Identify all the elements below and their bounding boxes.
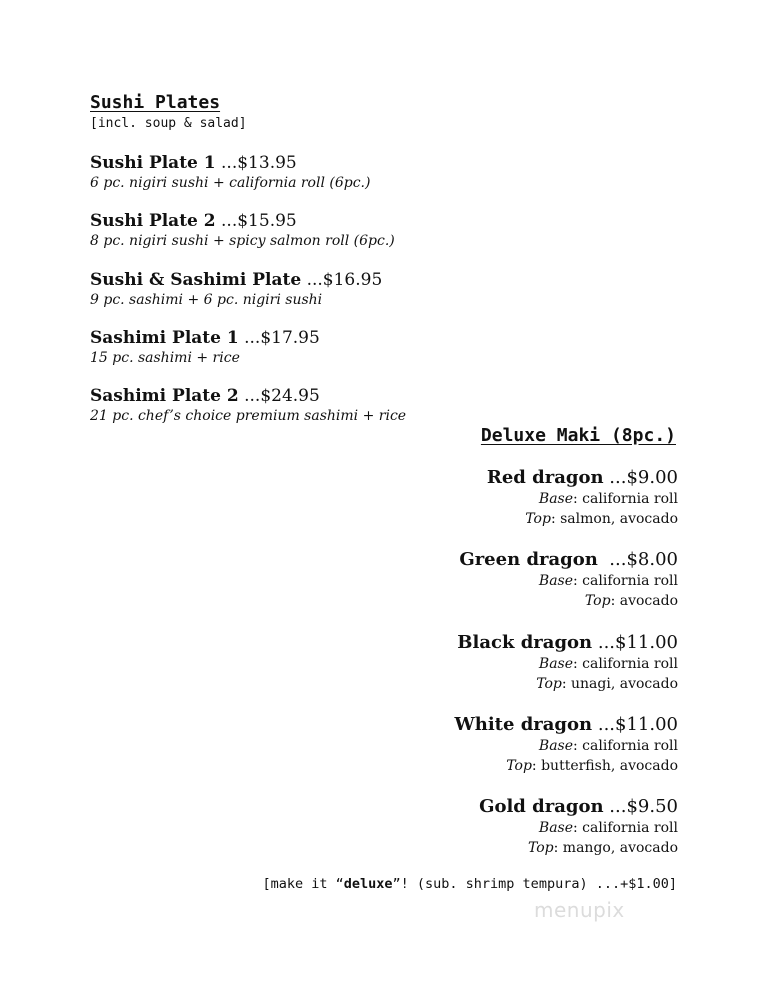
top-value: : unagi, avocado (561, 676, 678, 692)
base-value: : california roll (573, 656, 678, 672)
top-label: Top (525, 511, 551, 527)
top-value: : butterfish, avocado (531, 758, 678, 774)
item-price: ...$17.95 (238, 328, 320, 348)
top-label: Top (584, 593, 611, 609)
item-description: 8 pc. nigiri sushi + spicy salmon roll (6pc.) (90, 233, 395, 249)
item-name: Gold dragon (479, 796, 604, 817)
top-label: Top (527, 840, 554, 856)
menu-item-red-dragon (487, 466, 678, 529)
base-label: Base (538, 491, 574, 507)
menupix-watermark: menupix (534, 898, 625, 922)
item-price: ...$11.00 (592, 714, 678, 735)
base-label: Base (538, 656, 574, 672)
base-value: : california roll (573, 738, 678, 754)
base-value: : california roll (573, 491, 678, 507)
item-top (479, 838, 678, 858)
menu-item-white-dragon (455, 713, 678, 776)
item-description: 9 pc. sashimi + 6 pc. nigiri sushi (90, 292, 323, 308)
item-base (479, 818, 678, 838)
item-price: ...$24.95 (238, 386, 320, 406)
base-value: : california roll (573, 820, 678, 836)
item-description: 15 pc. sashimi + rice (90, 350, 240, 366)
item-price: ...$15.95 (215, 211, 297, 231)
item-top (459, 591, 678, 611)
menu-item-sushi-plate-2 (90, 210, 395, 250)
item-name: Sashimi Plate 2 (90, 386, 239, 406)
top-label: Top (506, 758, 532, 774)
item-name: Sushi & Sashimi Plate (90, 270, 302, 290)
deluxe-maki-title: Deluxe Maki (8pc.) (480, 425, 676, 446)
item-base (455, 736, 678, 756)
base-label: Base (538, 738, 574, 754)
item-top (487, 509, 678, 529)
item-name: White dragon (454, 714, 593, 735)
item-name: Black dragon (457, 632, 593, 653)
menu-item-sashimi-plate-1 (90, 327, 320, 367)
sushi-plates-title: Sushi Plates (90, 92, 221, 113)
menu-item-sushi-sashimi-plate (90, 269, 382, 309)
item-top (455, 756, 678, 776)
item-description: 21 pc. chef’s choice premium sashimi + rice (90, 408, 407, 424)
item-price: ...$13.95 (215, 153, 297, 173)
top-value: : avocado (610, 593, 678, 609)
top-value: : mango, avocado (553, 840, 678, 856)
item-name: Red dragon (486, 467, 604, 488)
top-label: Top (536, 676, 562, 692)
item-description: 6 pc. nigiri sushi + california roll (6pc.) (90, 175, 371, 191)
item-top (457, 674, 678, 694)
menu-item-sushi-plate-1 (90, 152, 370, 192)
menu-item-green-dragon (459, 548, 678, 611)
item-base (459, 571, 678, 591)
note-bold: deluxe (343, 876, 393, 892)
base-label: Base (538, 820, 574, 836)
menu-item-black-dragon (457, 631, 678, 694)
item-name: Sushi Plate 2 (90, 211, 216, 231)
base-label: Base (538, 573, 574, 589)
menu-item-sashimi-plate-2 (90, 385, 406, 425)
item-price: ...$16.95 (301, 270, 383, 290)
item-name: Green dragon (459, 549, 598, 570)
base-value: : california roll (573, 573, 678, 589)
item-price: ...$8.00 (597, 549, 678, 570)
top-value: : salmon, avocado (550, 511, 678, 527)
item-price: ...$11.00 (592, 632, 678, 653)
item-base (457, 654, 678, 674)
item-price: ...$9.00 (603, 467, 678, 488)
item-base (487, 489, 678, 509)
item-name: Sushi Plate 1 (90, 153, 216, 173)
note-before: [make it “ (262, 876, 344, 892)
menu-item-gold-dragon (479, 795, 678, 858)
deluxe-upgrade-note (262, 876, 677, 892)
item-price: ...$9.50 (603, 796, 678, 817)
note-after: ”! (sub. shrimp tempura) ...+$1.00] (392, 876, 677, 892)
sushi-plates-subtitle: [incl. soup & salad] (90, 116, 247, 131)
item-name: Sashimi Plate 1 (90, 328, 239, 348)
